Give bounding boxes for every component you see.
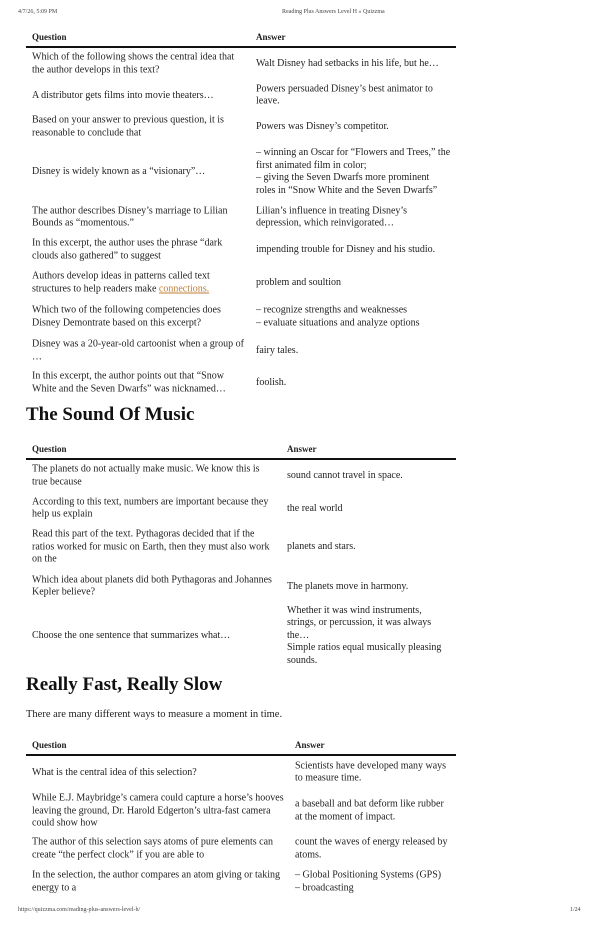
question-line: Based on your answer to previous question, it is bbox=[32, 114, 224, 126]
question-line: reasonable to conclude that bbox=[32, 127, 142, 138]
question-cell bbox=[32, 870, 280, 895]
table-row bbox=[26, 865, 456, 899]
answer-cell bbox=[287, 604, 441, 667]
answer-line: – evaluate situations and analyze options bbox=[256, 317, 420, 328]
table-row bbox=[26, 143, 456, 201]
column-header-answer: Answer bbox=[256, 32, 286, 42]
answer-line: roles in “Snow White and the Seven Dwarfs” bbox=[256, 184, 438, 196]
question-cell bbox=[32, 89, 214, 102]
question-cell bbox=[32, 238, 222, 263]
question-line: The planets do not actually make music. We know this is bbox=[32, 463, 260, 475]
question-cell bbox=[32, 371, 226, 396]
question-line: Choose the one sentence that summarizes what… bbox=[32, 629, 231, 641]
question-cell bbox=[32, 496, 268, 521]
question-line: Which of the following shows the central idea that bbox=[32, 51, 235, 63]
column-header-question: Question bbox=[32, 740, 67, 750]
answer-line: the… bbox=[287, 629, 310, 641]
answer-cell bbox=[287, 541, 356, 554]
answer-cell bbox=[256, 244, 435, 257]
question-line: In this excerpt, the author points out that “Snow bbox=[32, 370, 224, 382]
question-line: While E.J. Maybridge’s camera could capture a horse’s hooves bbox=[32, 792, 284, 804]
question-line: Disney was a 20-year-old cartoonist when a group of bbox=[32, 338, 244, 350]
answer-cell bbox=[256, 205, 407, 230]
answer-line: Simple ratios equal musically pleasing bbox=[287, 641, 442, 653]
answer-line: Whether it was wind instruments, bbox=[287, 604, 422, 616]
section-title-really-fast: Really Fast, Really Slow bbox=[26, 674, 223, 695]
question-cell bbox=[32, 766, 197, 779]
answer-cell bbox=[295, 870, 441, 895]
answer-line: – winning an Oscar for “Flowers and Trees,” the bbox=[256, 147, 451, 158]
answer-cell bbox=[295, 760, 446, 785]
answers-table-sound-of-music bbox=[26, 440, 456, 667]
answer-line: fairy tales. bbox=[256, 344, 299, 356]
answer-line: Scientists have developed many ways bbox=[295, 760, 447, 771]
table-row bbox=[26, 460, 456, 492]
answer-cell bbox=[256, 345, 298, 358]
section-intro: There are many different ways to measure a moment in time. bbox=[26, 709, 283, 720]
answer-cell bbox=[295, 799, 444, 824]
question-cell bbox=[32, 464, 260, 489]
question-line: on the bbox=[32, 553, 57, 565]
answer-line: Powers was Disney’s competitor. bbox=[256, 120, 389, 132]
answer-line: count the waves of energy released by bbox=[295, 836, 448, 848]
question-line: Which idea about planets did both Pythagoras and Johannes bbox=[32, 574, 272, 585]
table-row bbox=[26, 111, 456, 143]
answers-table-disney bbox=[26, 28, 456, 398]
question-line: In this excerpt, the author uses the phrase “dark bbox=[32, 237, 223, 249]
answer-line: – recognize strengths and weaknesses bbox=[256, 304, 408, 316]
question-line: The author describes Disney’s marriage to Lilian bbox=[32, 205, 228, 216]
question-cell bbox=[32, 837, 273, 862]
table-row bbox=[26, 368, 456, 398]
table-row bbox=[26, 234, 456, 266]
table-row bbox=[26, 604, 456, 667]
question-line: Kepler believe? bbox=[32, 586, 96, 598]
answer-line: problem and soultion bbox=[256, 276, 341, 288]
answer-cell bbox=[256, 147, 450, 197]
answer-line: atoms. bbox=[295, 849, 322, 860]
answer-line: The planets move in harmony. bbox=[287, 580, 409, 592]
question-line: The author of this selection says atoms of pure elements can bbox=[32, 836, 274, 848]
answer-cell bbox=[256, 121, 389, 134]
answer-cell bbox=[256, 377, 286, 390]
answer-line: sound cannot travel in space. bbox=[287, 469, 403, 481]
answer-line: Powers persuaded Disney’s best animator to bbox=[256, 83, 433, 94]
answer-line: to measure time. bbox=[295, 772, 362, 784]
question-cell bbox=[32, 528, 269, 566]
question-line: What is the central idea of this selection? bbox=[32, 766, 197, 778]
question-line: In the selection, the author compares an atom giving or taking bbox=[32, 869, 280, 881]
question-cell bbox=[32, 629, 230, 642]
answer-cell bbox=[287, 502, 343, 515]
table-row bbox=[26, 201, 456, 234]
table-header bbox=[26, 736, 456, 756]
question-line: A distributor gets films into movie theaters… bbox=[32, 89, 214, 101]
table-header bbox=[26, 28, 456, 48]
question-line: According to this text, numbers are important because they bbox=[32, 496, 269, 507]
answer-cell bbox=[295, 837, 448, 862]
table-row bbox=[26, 492, 456, 525]
question-line: … bbox=[32, 351, 42, 362]
table-row bbox=[26, 334, 456, 368]
table-row bbox=[26, 300, 456, 334]
connections-link[interactable]: connections. bbox=[158, 283, 210, 294]
question-cell bbox=[32, 271, 210, 296]
answer-line: first animated film in color; bbox=[256, 159, 367, 171]
table-row bbox=[26, 266, 456, 300]
question-line: ratios worked for music on Earth, then they must also work bbox=[32, 540, 270, 552]
answer-cell bbox=[287, 470, 403, 483]
answer-line: at the moment of impact. bbox=[295, 811, 396, 822]
question-cell bbox=[32, 205, 228, 230]
question-cell bbox=[32, 792, 284, 830]
question-line: structures to help readers make bbox=[32, 283, 159, 294]
question-line: leaving the ground, Dr. Harold Edgerton’s ultra-fast camera bbox=[32, 804, 271, 816]
answer-line: – broadcasting bbox=[295, 882, 354, 893]
table-row bbox=[26, 833, 456, 865]
answer-cell bbox=[256, 305, 420, 330]
table-row bbox=[26, 525, 456, 569]
table-row bbox=[26, 789, 456, 833]
print-title: Reading Plus Answers Level H » Quizzma bbox=[282, 9, 385, 15]
answer-line: depression, which reinvigorated… bbox=[256, 217, 395, 229]
question-line: help us explain bbox=[32, 508, 93, 520]
answer-line: Walt Disney had setbacks in his life, but he… bbox=[256, 57, 439, 69]
table-row bbox=[26, 569, 456, 604]
question-line: the author develops in this text? bbox=[32, 64, 160, 75]
answer-line: – Global Positioning Systems (GPS) bbox=[295, 869, 442, 881]
question-line: Disney is widely known as a “visionary”… bbox=[32, 165, 206, 177]
question-cell bbox=[32, 166, 205, 179]
question-cell bbox=[32, 339, 244, 364]
question-line: Disney Demontrate based on this excerpt? bbox=[32, 317, 202, 328]
table-row bbox=[26, 80, 456, 111]
answers-table-really-fast bbox=[26, 736, 456, 899]
answer-cell bbox=[256, 58, 439, 71]
column-header-question: Question bbox=[32, 32, 67, 42]
answer-line: Lilian’s influence in treating Disney’s bbox=[256, 205, 408, 216]
answer-line: the real world bbox=[287, 502, 343, 514]
print-url: https://quizzma.com/reading-plus-answers-level-h/ bbox=[18, 907, 141, 913]
question-line: clouds also gathered” to suggest bbox=[32, 250, 161, 261]
question-line: Bounds as “momentous.” bbox=[32, 217, 134, 229]
question-cell bbox=[32, 52, 234, 77]
table-row bbox=[26, 48, 456, 80]
column-header-answer: Answer bbox=[287, 444, 317, 454]
answer-line: foolish. bbox=[256, 376, 287, 388]
answer-line: a baseball and bat deform like rubber bbox=[295, 798, 444, 810]
column-header-answer: Answer bbox=[295, 740, 325, 750]
answer-cell bbox=[287, 580, 408, 593]
print-datetime: 4/7/26, 5:09 PM bbox=[18, 9, 58, 15]
section-title-sound-of-music: The Sound Of Music bbox=[26, 404, 195, 425]
answer-line: planets and stars. bbox=[287, 540, 356, 552]
answer-line: – giving the Seven Dwarfs more prominent bbox=[256, 172, 430, 183]
question-line: Read this part of the text. Pythagoras decided that if the bbox=[32, 528, 255, 540]
question-line: could show how bbox=[32, 817, 98, 829]
question-line: true because bbox=[32, 476, 82, 487]
answer-line: sounds. bbox=[287, 654, 318, 666]
question-line: energy to a bbox=[32, 882, 77, 893]
table-row bbox=[26, 756, 456, 789]
question-cell bbox=[32, 115, 224, 140]
question-line: create “the perfect clock” if you are able to bbox=[32, 849, 205, 860]
column-header-question: Question bbox=[32, 444, 67, 454]
answer-line: strings, or percussion, it was always bbox=[287, 616, 432, 628]
answer-line: impending trouble for Disney and his studio. bbox=[256, 243, 436, 255]
question-line: Which two of the following competencies does bbox=[32, 304, 221, 316]
page-number: 1/24 bbox=[570, 907, 581, 913]
question-line: Authors develop ideas in patterns called text bbox=[32, 270, 210, 282]
table-header bbox=[26, 440, 456, 460]
question-cell bbox=[32, 574, 272, 599]
answer-cell bbox=[256, 277, 341, 290]
question-cell bbox=[32, 305, 221, 330]
answer-line: leave. bbox=[256, 95, 280, 107]
answer-cell bbox=[256, 83, 433, 108]
question-line: White and the Seven Dwarfs” was nicknamed… bbox=[32, 383, 226, 394]
